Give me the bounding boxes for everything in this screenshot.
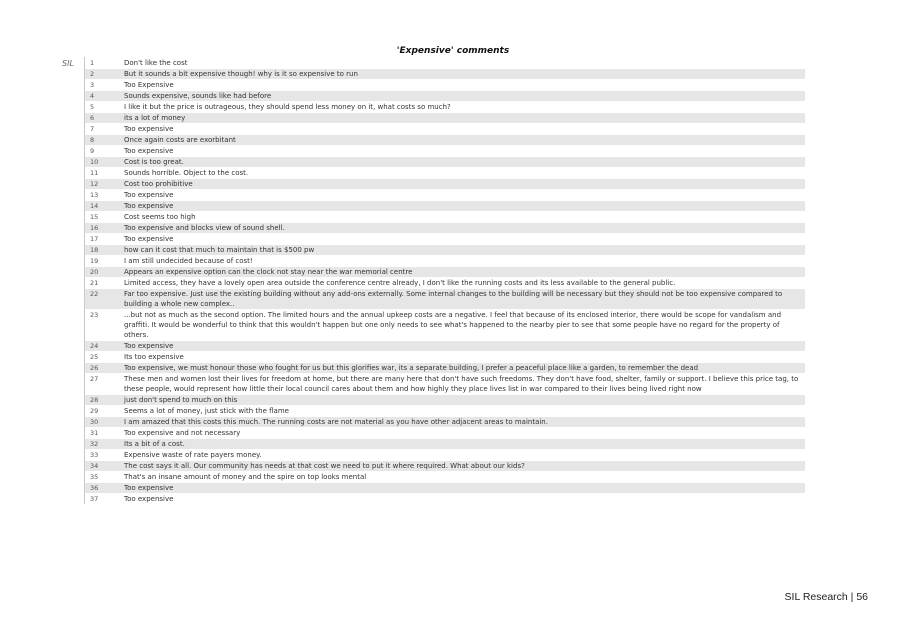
row-number: 1 xyxy=(90,59,95,67)
comment-text: Sounds horrible. Object to the cost. xyxy=(124,169,249,177)
comment-text: I am still undecided because of cost! xyxy=(124,257,253,265)
row-number: 7 xyxy=(90,125,95,133)
table-row xyxy=(85,277,805,288)
respondent-group-label: SIL xyxy=(62,59,74,68)
table-row xyxy=(85,309,805,340)
comment-text: Cost is too great. xyxy=(116,157,805,167)
row-number: 26 xyxy=(85,363,116,373)
table-row xyxy=(85,90,805,101)
comment-text: how can it cost that much to maintain that is $500 pw xyxy=(116,245,805,255)
comment-text: Too expensive xyxy=(116,341,805,351)
row-number: 34 xyxy=(85,461,116,471)
comment-text: That's an insane amount of money and the spire on top looks mental xyxy=(124,473,367,481)
row-number: 35 xyxy=(90,473,99,481)
table-row xyxy=(85,394,805,405)
row-number: 37 xyxy=(90,495,99,503)
comment-text: its a lot of money xyxy=(116,113,805,123)
comment-text: Too expensive xyxy=(124,147,174,155)
table-row xyxy=(85,255,805,266)
table-row xyxy=(85,351,805,362)
page-footer: SIL Research | 56 xyxy=(784,591,868,603)
comment-text: Once again costs are exorbitant xyxy=(116,135,805,145)
table-row xyxy=(85,123,805,134)
comment-text: Appears an expensive option can the clock not stay near the war memorial centre xyxy=(116,267,805,277)
comment-text: Limited access, they have a lovely open area outside the conference centre already, I don't like the running costs and its less available to the general public. xyxy=(124,279,676,287)
row-number: 8 xyxy=(85,135,116,145)
table-row xyxy=(85,57,805,68)
row-number: 20 xyxy=(85,267,116,277)
comment-text: Don't like the cost xyxy=(124,59,188,67)
row-number: 21 xyxy=(90,279,99,287)
row-number: 17 xyxy=(90,235,99,243)
table-row xyxy=(85,471,805,482)
table-row xyxy=(85,266,805,277)
row-number: 23 xyxy=(90,311,99,319)
comment-text: Too expensive xyxy=(124,235,174,243)
comment-text: Cost too prohibitive xyxy=(116,179,805,189)
comment-text: Too expensive xyxy=(124,191,174,199)
comment-text: Too expensive and not necessary xyxy=(124,429,241,437)
row-number: 5 xyxy=(90,103,95,111)
row-number: 13 xyxy=(90,191,99,199)
comment-text: Too expensive xyxy=(116,201,805,211)
comment-text: just don't spend to much on this xyxy=(116,395,805,405)
table-row xyxy=(85,200,805,211)
row-number: 14 xyxy=(85,201,116,211)
row-number: 31 xyxy=(90,429,99,437)
table-row xyxy=(85,244,805,255)
comment-text: But it sounds a bit expensive though! why is it so expensive to run xyxy=(116,69,805,79)
table-row xyxy=(85,178,805,189)
row-number: 33 xyxy=(90,451,99,459)
row-number: 22 xyxy=(85,289,116,309)
comment-text: Expensive waste of rate payers money. xyxy=(124,451,262,459)
comment-text: Too expensive and blocks view of sound shell. xyxy=(116,223,805,233)
row-number: 19 xyxy=(90,257,99,265)
comment-text: Too expensive, we must honour those who fought for us but this glorifies war, its a separate building, I prefer a peaceful place like a garden, to remember the dead xyxy=(116,363,805,373)
comment-text: Cost seems too high xyxy=(124,213,196,221)
table-row xyxy=(85,427,805,438)
row-number: 30 xyxy=(85,417,116,427)
comment-text: Too expensive xyxy=(124,495,174,503)
row-number: 6 xyxy=(85,113,116,123)
table-row xyxy=(85,167,805,178)
page-title xyxy=(0,46,906,56)
table-row xyxy=(85,189,805,200)
row-number: 11 xyxy=(90,169,99,177)
table-row xyxy=(85,493,805,504)
comment-text: Seems a lot of money, just stick with the flame xyxy=(124,407,289,415)
comment-text: Its too expensive xyxy=(124,353,184,361)
title-text: 'Expensive' comments xyxy=(396,46,510,56)
table-row xyxy=(85,112,805,123)
comment-text: These men and women lost their lives for freedom at home, but there are many here that don't have such freedoms. They don't have food, shelter, family or support. I believe this price tag, to these people, would represent how little their local council cares about them and how highly they place lives list in war compared to their lives being lived right now xyxy=(124,375,799,393)
comment-text: I like it but the price is outrageous, they should spend less money on it, what costs so much? xyxy=(124,103,451,111)
row-number: 2 xyxy=(85,69,116,79)
row-number: 32 xyxy=(85,439,116,449)
row-number: 36 xyxy=(85,483,116,493)
row-number: 12 xyxy=(85,179,116,189)
comment-text: I am amazed that this costs this much. The running costs are not material as you have other adjacent areas to maintain. xyxy=(116,417,805,427)
comment-text: Too expensive xyxy=(124,125,174,133)
table-row xyxy=(85,79,805,90)
table-row xyxy=(85,438,805,449)
row-number: 10 xyxy=(85,157,116,167)
comment-text: Sounds expensive, sounds like had before xyxy=(116,91,805,101)
table-row xyxy=(85,134,805,145)
row-number: 24 xyxy=(85,341,116,351)
comment-text: Its a bit of a cost. xyxy=(116,439,805,449)
table-row xyxy=(85,211,805,222)
table-row xyxy=(85,340,805,351)
row-number: 9 xyxy=(90,147,95,155)
table-row xyxy=(85,362,805,373)
comment-text: Too expensive xyxy=(116,483,805,493)
table-row xyxy=(85,68,805,79)
table-row xyxy=(85,156,805,167)
row-number: 15 xyxy=(90,213,99,221)
comment-text: Too Expensive xyxy=(124,81,174,89)
row-number: 3 xyxy=(90,81,95,89)
row-number: 4 xyxy=(85,91,116,101)
row-number: 27 xyxy=(90,375,99,383)
table-row xyxy=(85,449,805,460)
row-number: 16 xyxy=(85,223,116,233)
table-row xyxy=(85,145,805,156)
comment-text: ...but not as much as the second option. The limited hours and the annual upkeep costs are a negative. I feel that because of its enclosed interior, there would be scope for vandalism and graffiti. It would be wonderful to think that this wouldn't happen but one only needs to see what's happened to the nearby pier to see that some people have no regard for the property of others. xyxy=(124,311,782,339)
row-number: 18 xyxy=(85,245,116,255)
table-row xyxy=(85,288,805,309)
table-row xyxy=(85,460,805,471)
comment-text: The cost says it all. Our community has needs at that cost we need to put it where required. What about our kids? xyxy=(116,461,805,471)
table-row xyxy=(85,373,805,394)
row-number: 28 xyxy=(85,395,116,405)
table-row xyxy=(85,101,805,112)
table-row xyxy=(85,405,805,416)
table-row xyxy=(85,233,805,244)
table-row xyxy=(85,416,805,427)
row-number: 25 xyxy=(90,353,99,361)
row-number: 29 xyxy=(90,407,99,415)
table-row xyxy=(85,482,805,493)
comment-text: Far too expensive. Just use the existing building without any add-ons externally. Some internal changes to the building will be necessary but they should not be too expensive compared to building a whole new complex.. xyxy=(116,289,805,309)
comments-table xyxy=(84,57,805,504)
table-row xyxy=(85,222,805,233)
